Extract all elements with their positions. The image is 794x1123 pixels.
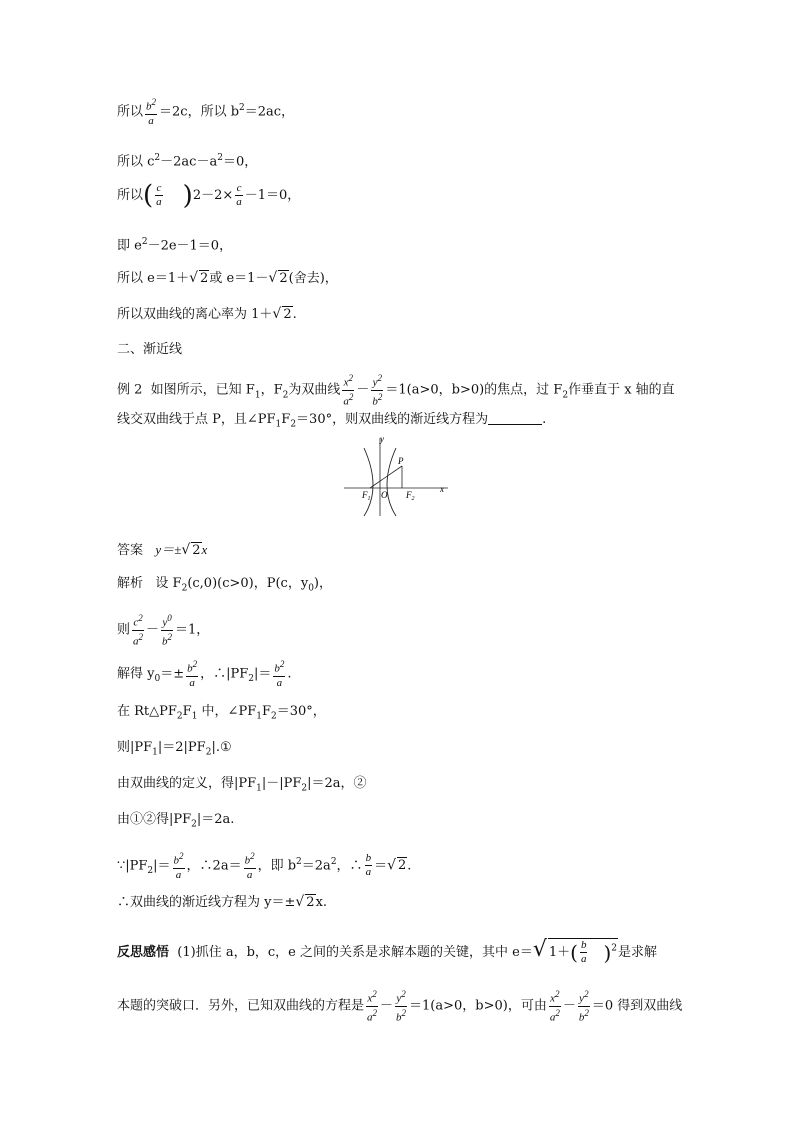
exponent: 2 bbox=[555, 989, 560, 999]
fraction bbox=[395, 988, 407, 1024]
fraction bbox=[578, 988, 590, 1024]
denominator: b bbox=[396, 1011, 402, 1024]
text: ＝30°，则双曲线的渐近线方程为 bbox=[296, 412, 489, 427]
derivation-line-6 bbox=[117, 306, 297, 323]
exponent: 2 bbox=[401, 989, 406, 999]
numerator: b bbox=[365, 852, 372, 865]
exponent: 2 bbox=[151, 97, 157, 107]
exponent: 2 bbox=[279, 659, 285, 669]
denominator: a bbox=[276, 676, 283, 689]
denominator: a bbox=[367, 1011, 373, 1024]
text: 设 F bbox=[155, 576, 182, 591]
numerator: b bbox=[244, 854, 251, 867]
denominator: a bbox=[156, 196, 162, 208]
fraction bbox=[235, 182, 243, 209]
subscript: 2 bbox=[290, 419, 297, 430]
text: x. bbox=[315, 895, 328, 910]
fraction bbox=[173, 850, 185, 882]
exponent: 2 bbox=[584, 989, 589, 999]
text: ＝1， bbox=[175, 622, 210, 638]
text: . bbox=[407, 858, 412, 874]
numerator: y bbox=[579, 992, 585, 1005]
numerator: b bbox=[580, 939, 587, 951]
subscript: 2 bbox=[191, 819, 197, 830]
exponent: 2 bbox=[167, 631, 173, 642]
fraction bbox=[155, 182, 163, 209]
left-branch bbox=[364, 448, 373, 516]
solution-line-4 bbox=[117, 704, 326, 725]
denominator: b bbox=[162, 635, 168, 648]
left-paren: ( bbox=[570, 940, 578, 965]
text: ，∴|PF bbox=[200, 666, 249, 682]
text: (c,0)(c>0)，P(c，y bbox=[187, 576, 309, 591]
derivation-line-1 bbox=[117, 96, 294, 128]
denominator: b bbox=[578, 1011, 585, 1024]
exponent: 2 bbox=[179, 851, 184, 861]
text: 是求解 bbox=[618, 945, 658, 960]
subscript: 1 bbox=[256, 783, 262, 794]
text: ，∴ bbox=[336, 858, 363, 874]
text: ，∴2a＝ bbox=[186, 858, 242, 874]
text: F bbox=[281, 412, 291, 427]
text: . bbox=[287, 666, 292, 682]
numerator: b bbox=[274, 662, 280, 675]
text: 为双曲线 bbox=[288, 382, 341, 398]
text: －1＝0， bbox=[244, 188, 301, 203]
text: －2e－1＝0， bbox=[147, 238, 233, 254]
fraction bbox=[244, 850, 256, 882]
fraction bbox=[365, 852, 373, 879]
text: ＝± bbox=[160, 666, 185, 682]
text: ＝0 得到双曲线 bbox=[591, 998, 683, 1014]
denominator: a bbox=[133, 635, 139, 648]
solution-line-8 bbox=[117, 850, 411, 882]
sqrt-sign: √ bbox=[295, 894, 305, 910]
right-paren: ) bbox=[182, 180, 193, 211]
fraction bbox=[273, 658, 285, 690]
subscript: 2 bbox=[248, 673, 255, 684]
subscript: 1 bbox=[191, 711, 198, 722]
exponent: 2 bbox=[330, 857, 337, 867]
exponent: 2 bbox=[138, 613, 143, 623]
radicand: 2 bbox=[283, 307, 292, 322]
text: (舍去)， bbox=[288, 271, 338, 286]
text: 所以 bbox=[117, 104, 144, 120]
x-label: x bbox=[440, 484, 444, 494]
f1-label: $F_1$ bbox=[362, 490, 371, 502]
numerator: y bbox=[162, 616, 168, 629]
text: ＝2c，所以 b bbox=[159, 104, 240, 120]
text: 本题的突破口．另外，已知双曲线的方程是 bbox=[117, 998, 365, 1014]
solution-line-6 bbox=[117, 776, 367, 797]
exponent: 2 bbox=[377, 391, 383, 402]
text: (1)抓住 a，b，c，e 之间的关系是求解本题的关键，其中 e＝ bbox=[177, 945, 533, 960]
exponent: 2 bbox=[372, 989, 377, 999]
example-2-line-1 bbox=[117, 372, 675, 408]
fraction bbox=[580, 939, 588, 966]
text: 或 e＝1－ bbox=[209, 271, 269, 286]
text: |－|PF bbox=[261, 776, 302, 791]
numerator: y bbox=[372, 376, 378, 389]
numerator: c bbox=[156, 182, 162, 194]
numerator: x bbox=[367, 992, 373, 1005]
denominator: b bbox=[372, 395, 378, 408]
text: . bbox=[542, 412, 547, 427]
numerator: x bbox=[550, 992, 556, 1005]
left-paren: ( bbox=[143, 180, 154, 211]
example-label: 例 2 bbox=[117, 382, 143, 398]
text: 解得 y bbox=[117, 666, 155, 682]
text: 在 Rt△PF bbox=[117, 704, 177, 719]
numerator: b bbox=[146, 100, 152, 113]
sqrt-sign: √ bbox=[387, 857, 396, 874]
fraction bbox=[186, 658, 198, 690]
text: F bbox=[182, 704, 192, 719]
exponent: 2 bbox=[401, 1007, 407, 1018]
text: 则|PF bbox=[117, 740, 153, 755]
exponent: 2 bbox=[348, 391, 354, 402]
denominator: a bbox=[365, 866, 372, 879]
numerator: c bbox=[133, 616, 139, 629]
text: 所以 bbox=[117, 188, 144, 203]
reflection-line-1 bbox=[117, 938, 657, 966]
derivation-line-2 bbox=[117, 150, 257, 170]
text: ∵|PF bbox=[117, 858, 148, 874]
sqrt-sign: √ bbox=[532, 937, 547, 962]
text: 1＋ bbox=[548, 945, 571, 960]
exponent: 2 bbox=[555, 1007, 560, 1018]
numerator: c bbox=[236, 182, 242, 194]
subscript: 2 bbox=[181, 583, 188, 594]
denominator: a bbox=[343, 395, 349, 408]
text: 所以 c bbox=[117, 154, 155, 170]
text: 由①②得|PF bbox=[117, 812, 192, 827]
text: 如图所示，已知 F bbox=[150, 382, 255, 398]
text: ＝0， bbox=[222, 154, 258, 170]
radicand: 2 bbox=[398, 858, 407, 874]
exponent: 0 bbox=[167, 613, 172, 623]
text: ∴双曲线的渐近线方程为 y＝± bbox=[117, 895, 296, 910]
exponent: 2 bbox=[239, 103, 245, 113]
radicand: 2 bbox=[200, 271, 209, 286]
radicand: 2 bbox=[192, 543, 201, 558]
exponent: 2 bbox=[584, 1007, 589, 1018]
denominator: a bbox=[236, 196, 242, 208]
text: |＝ bbox=[153, 858, 171, 874]
text: |＝ bbox=[254, 666, 272, 682]
subscript: 0 bbox=[308, 583, 314, 594]
exponent: 2 bbox=[377, 373, 383, 383]
radicand: 2 bbox=[306, 895, 315, 910]
text: 中，∠PF bbox=[197, 704, 257, 719]
solution-line-3 bbox=[117, 658, 292, 690]
subscript: 2 bbox=[301, 783, 308, 794]
exponent: 2 bbox=[372, 1007, 378, 1018]
subscript: 1 bbox=[275, 419, 282, 430]
numerator: y bbox=[396, 992, 402, 1005]
text: 作垂直于 x 轴的直 bbox=[568, 382, 675, 398]
text: － bbox=[562, 998, 576, 1014]
reflection-label: 反思感悟 bbox=[117, 945, 170, 960]
text: ＝2ac， bbox=[244, 104, 295, 120]
text: ＝2a bbox=[301, 858, 331, 874]
hyperbola-figure bbox=[340, 430, 452, 522]
exponent: 2 bbox=[192, 659, 198, 669]
sqrt-sign: √ bbox=[272, 306, 282, 322]
right-paren: ) bbox=[603, 940, 612, 965]
text: |.① bbox=[211, 740, 232, 755]
text: x bbox=[201, 542, 208, 557]
exponent: 2 bbox=[296, 857, 302, 867]
radicand bbox=[548, 938, 618, 966]
fraction bbox=[366, 988, 378, 1024]
subscript: 1 bbox=[256, 711, 262, 722]
sqrt-sign: √ bbox=[189, 270, 199, 286]
text: － bbox=[146, 622, 160, 638]
text: ＝1(a>0，b>0)的焦点，过 F bbox=[385, 382, 563, 398]
sqrt-sign: √ bbox=[268, 270, 278, 286]
fraction bbox=[342, 372, 354, 408]
subscript: 1 bbox=[152, 747, 158, 758]
derivation-line-5 bbox=[117, 270, 338, 287]
solution-line-9 bbox=[117, 894, 327, 911]
text: 线交双曲线于点 P，且∠PF bbox=[117, 412, 276, 427]
subscript: 0 bbox=[154, 673, 161, 684]
text: － bbox=[356, 382, 370, 398]
section-heading: 二、渐近线 bbox=[117, 342, 183, 357]
example-2-line-2 bbox=[117, 412, 546, 433]
subscript: 2 bbox=[282, 390, 289, 401]
text: 2－2× bbox=[192, 188, 234, 203]
text: |＝2a. bbox=[196, 812, 235, 827]
text: －2ac－a bbox=[160, 154, 218, 170]
pf1-segment bbox=[370, 466, 402, 488]
text: 即 e bbox=[117, 238, 142, 254]
text: 则 bbox=[117, 622, 131, 638]
text: )， bbox=[313, 576, 332, 591]
subscript: 2 bbox=[147, 865, 154, 876]
text: ＝1(a>0，b>0)，可由 bbox=[409, 998, 547, 1014]
text: F bbox=[261, 704, 271, 719]
denominator: a bbox=[549, 1011, 556, 1024]
answer-label: 答案 bbox=[117, 543, 144, 558]
subscript: 2 bbox=[562, 390, 569, 401]
solution-label: 解析 bbox=[117, 576, 144, 591]
exponent: 2 bbox=[217, 153, 223, 163]
exponent: 2 bbox=[250, 851, 255, 861]
text: 由双曲线的定义，得|PF bbox=[117, 776, 257, 791]
numerator: b bbox=[173, 854, 180, 867]
answer-blank bbox=[488, 412, 542, 425]
p-label: P bbox=[398, 456, 404, 466]
text: 所以双曲线的离心率为 1＋ bbox=[117, 307, 273, 322]
f2-label: $F_2$ bbox=[406, 490, 415, 502]
fraction bbox=[371, 372, 383, 408]
radicand: 2 bbox=[279, 271, 288, 286]
subscript: 1 bbox=[254, 390, 261, 401]
solution-line-7 bbox=[117, 812, 234, 833]
fraction bbox=[549, 988, 561, 1024]
subscript: 2 bbox=[176, 711, 183, 722]
text: ，即 b bbox=[257, 858, 297, 874]
exponent: 2 bbox=[141, 237, 148, 247]
fraction bbox=[132, 612, 144, 648]
derivation-line-4 bbox=[117, 234, 232, 254]
text: ，F bbox=[260, 382, 283, 398]
solution-line-2 bbox=[117, 612, 209, 648]
o-label: O bbox=[381, 490, 388, 500]
numerator: x bbox=[343, 376, 349, 389]
solution-line-5 bbox=[117, 740, 232, 761]
text: |＝2|PF bbox=[157, 740, 206, 755]
right-branch bbox=[387, 448, 396, 516]
exponent: 2 bbox=[138, 631, 144, 642]
exponent: 2 bbox=[611, 943, 618, 954]
fraction bbox=[161, 612, 173, 648]
solution-line-1 bbox=[117, 576, 332, 597]
denominator: a bbox=[175, 868, 182, 881]
text: － bbox=[380, 998, 394, 1014]
text: y＝± bbox=[155, 542, 182, 557]
fraction bbox=[145, 96, 157, 128]
text: 所以 e＝1＋ bbox=[117, 271, 190, 286]
y-label: y bbox=[380, 434, 384, 444]
exponent: 2 bbox=[348, 373, 354, 383]
exponent: 2 bbox=[154, 153, 161, 163]
text: . bbox=[292, 307, 297, 322]
text: ＝30°， bbox=[276, 704, 326, 719]
denominator: a bbox=[580, 953, 587, 965]
text: ＝ bbox=[374, 858, 388, 874]
answer-line bbox=[117, 542, 207, 559]
denominator: a bbox=[189, 676, 195, 689]
numerator: b bbox=[187, 662, 193, 675]
derivation-line-3 bbox=[117, 182, 300, 209]
reflection-line-2 bbox=[117, 988, 682, 1024]
text: |＝2a，② bbox=[307, 776, 367, 791]
denominator: a bbox=[246, 868, 253, 881]
sqrt-sign: √ bbox=[181, 542, 191, 558]
denominator: a bbox=[148, 114, 154, 127]
subscript: 2 bbox=[270, 711, 277, 722]
subscript: 2 bbox=[205, 747, 212, 758]
